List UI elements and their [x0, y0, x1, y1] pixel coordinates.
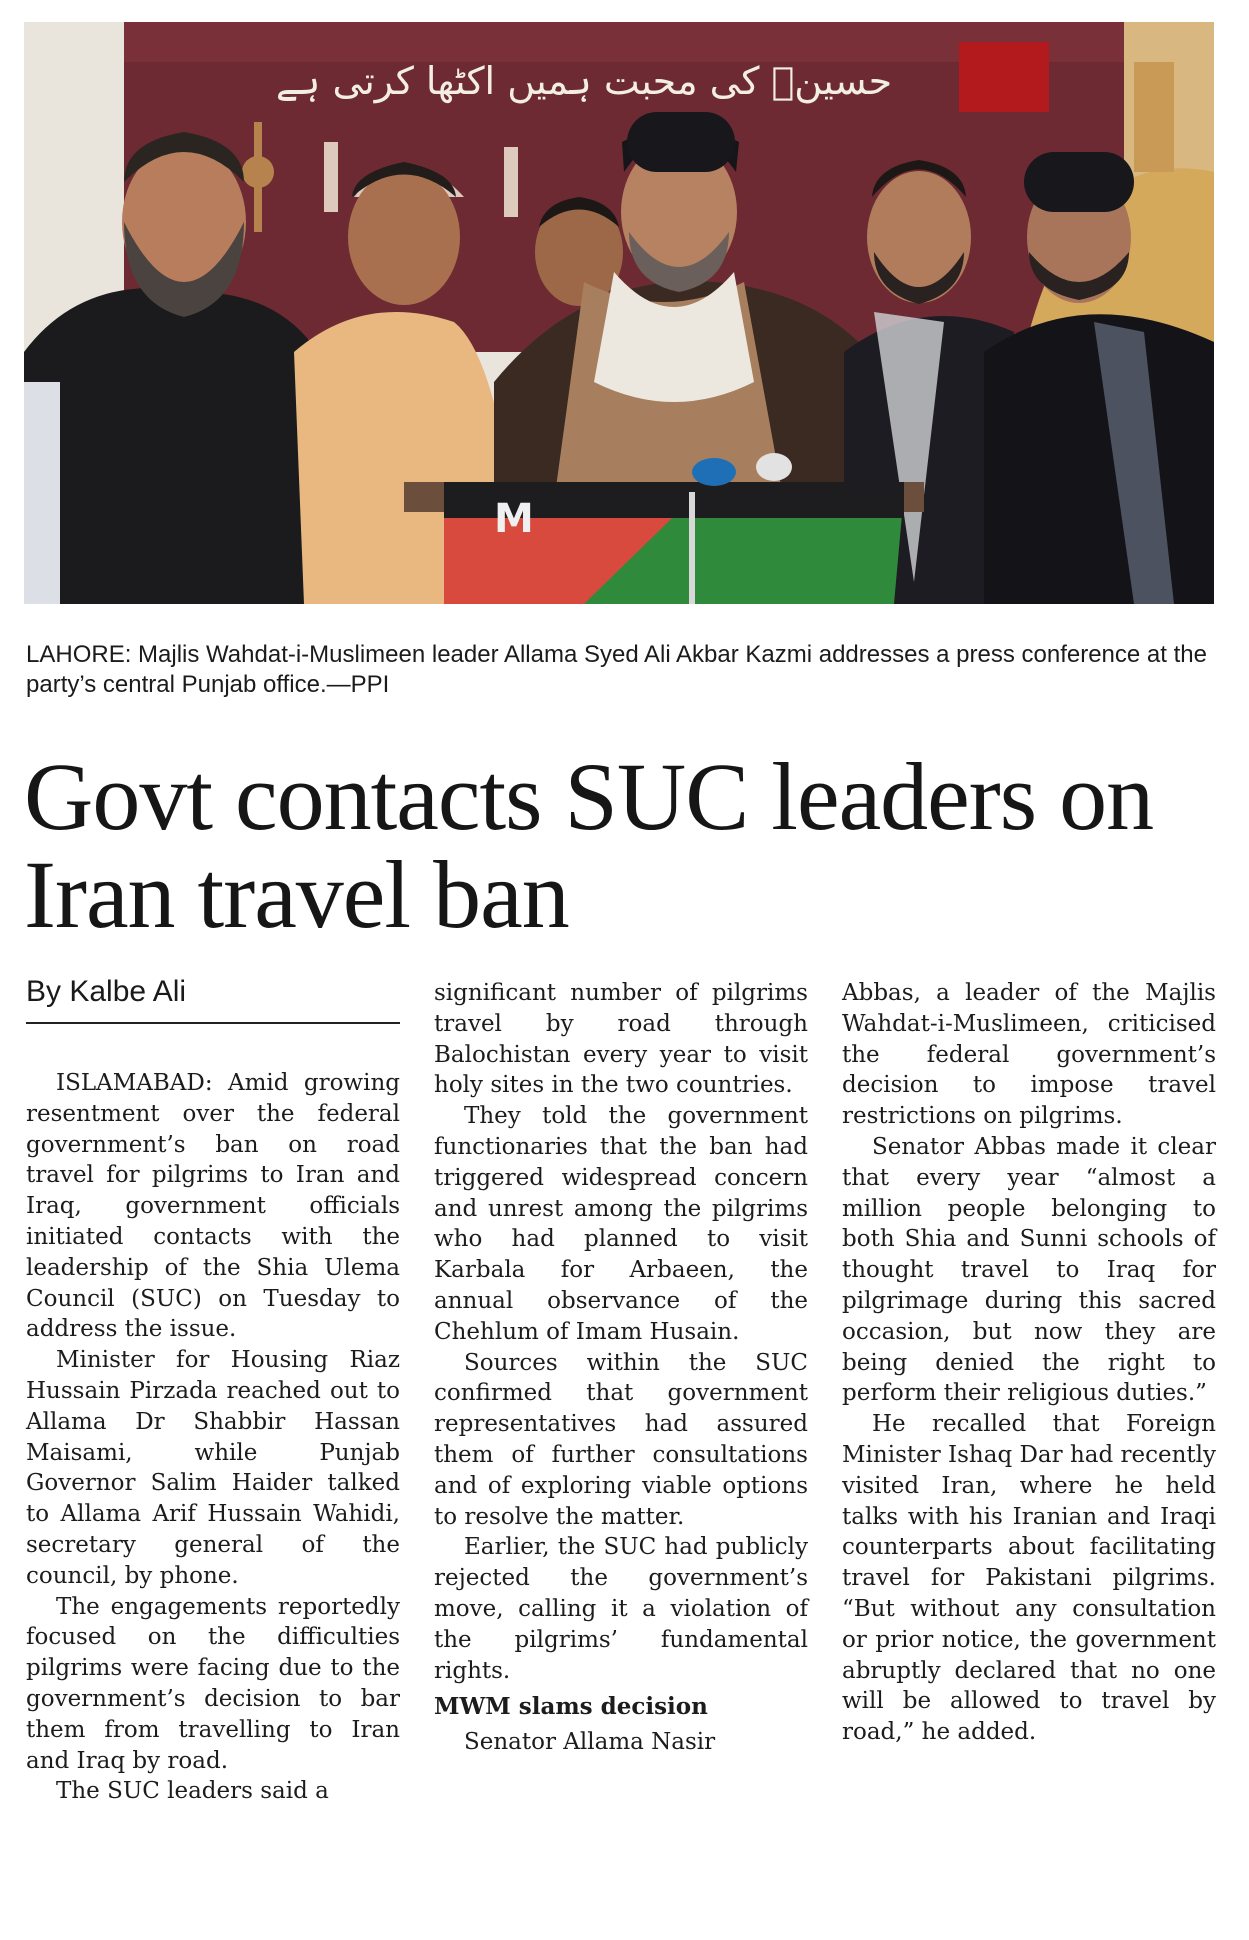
paragraph: Senator Allama Nasir [464, 1729, 716, 1756]
banner-calligraphy: حسینؑ کی محبت ہمیں اکٹھا کرتی ہے [275, 59, 893, 103]
paragraph: The engagements reportedly focused on the difficulties pilgrims were facing due to the government’s decision to bar them from travelling to Iran and Iraq by road. [26, 1593, 400, 1774]
paragraph: He recalled that Foreign Minister Ishaq Dar had recently visited Iran, where he held talks with his Iranian and Iraqi counterparts about facilitating travel for Pakistani pilgrims. “But without any consultation or prior notice, the government abruptly declared that no one will be allowed to travel by road,” he added. [842, 1411, 1217, 1746]
paragraph: They told the government functionaries that the ban had triggered widespread concern and unrest among the pilgrims who had planned to visit Karbala for Arbaeen, the annual observance of the Chehlum of Imam Husain. [434, 1103, 808, 1345]
paragraph: Sources within the SUC confirmed that government representatives had assured them of further consultations and of exploring viable options to resolve the matter. [434, 1349, 808, 1530]
headline: Govt contacts SUC leaders on Iran travel ban [24, 743, 1154, 948]
paragraph: Abbas, a leader of the Majlis Wahdat-i-Muslimeen, criticised the federal government’s decision to impose travel restrictions on pilgrims. [842, 980, 1216, 1130]
article-column-3 [842, 978, 1216, 1748]
photo-illustration [24, 22, 1214, 604]
paragraph: significant number of pilgrims travel by road through Balochistan every year to visit holy sites in the two countries. [434, 980, 808, 1099]
photo-caption: LAHORE: Majlis Wahdat-i-Muslimeen leader Allama Syed Ali Akbar Kazmi addresses a press conference at the party’s central Punjab office.—PPI [26, 641, 1207, 698]
byline: By Kalbe Ali [26, 972, 400, 1024]
paragraph: Earlier, the SUC had publicly rejected the government’s move, calling it a violation of the pilgrims’ fundamental rights. [434, 1534, 808, 1684]
paragraph: ISLAMABAD: Amid growing resentment over the federal government’s ban on road travel for pilgrims to Iran and Iraq, government officials initiated contacts with the leadership of the Shia Ulema Council (SUC) on Tuesday to address the issue. [26, 1070, 400, 1343]
paragraph: Minister for Housing Riaz Hussain Pirzada reached out to Allama Dr Shabbir Hassan Maisami, while Punjab Governor Salim Haider talked to Allama Arif Hussain Wahidi, secretary general of the council, by phone. [26, 1347, 400, 1589]
paragraph: Senator Abbas made it clear that every year “almost a million people belonging to both Shia and Sunni schools of thought travel to Iraq for pilgrimage during this sacred occasion, but now they are being denied the right to perform their religious duties.” [842, 1133, 1216, 1407]
paragraph: The SUC leaders said a [56, 1778, 329, 1805]
press-conference-photo [24, 22, 1214, 604]
podium-logo-letter: M [494, 496, 534, 542]
subheading: MWM slams decision [434, 1693, 708, 1721]
article-column-2 [434, 978, 808, 1758]
article-column-1 [26, 1068, 400, 1807]
